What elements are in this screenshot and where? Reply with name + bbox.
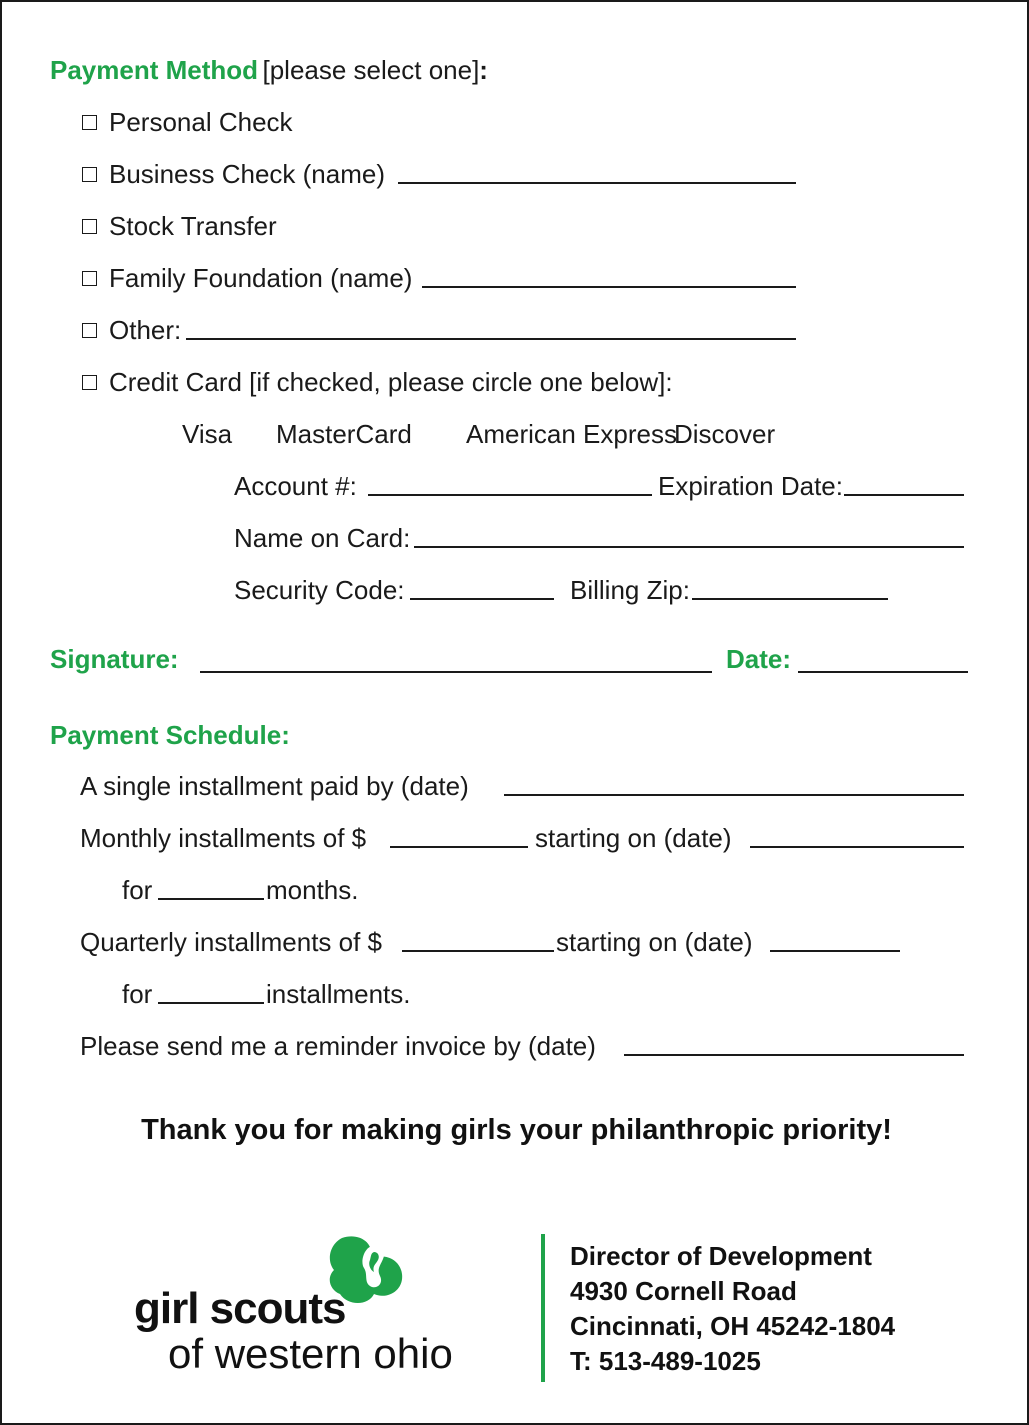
checkbox-icon[interactable]	[82, 167, 97, 182]
account-number-field[interactable]	[368, 494, 652, 496]
payment-method-heading-row	[50, 54, 488, 86]
checkbox-icon[interactable]	[82, 375, 97, 390]
quarterly-amount-field[interactable]	[402, 950, 554, 952]
quarterly-label: Quarterly installments of $	[80, 927, 383, 957]
thank-you-message: Thank you for making girls your philanthropic priority!	[141, 1114, 892, 1146]
contact-divider	[541, 1234, 545, 1382]
expiration-label: Expiration Date:	[658, 471, 843, 501]
checkbox-icon[interactable]	[82, 323, 97, 338]
contact-phone: T: 513-489-1025	[570, 1346, 761, 1376]
single-installment-date-field[interactable]	[504, 794, 964, 796]
expiration-date-field[interactable]	[844, 494, 964, 496]
monthly-amount-field[interactable]	[390, 846, 528, 848]
option-other[interactable]: Other:	[82, 314, 181, 346]
monthly-for-label: for	[122, 875, 153, 905]
card-visa[interactable]: Visa	[182, 419, 233, 449]
signature-label: Signature:	[50, 644, 179, 674]
logo-text-western-ohio: of western ohio	[168, 1330, 453, 1377]
security-code-label: Security Code:	[234, 575, 405, 605]
option-family-foundation[interactable]: Family Foundation (name)	[82, 262, 412, 294]
quarterly-starting-label: starting on (date)	[556, 927, 753, 957]
option-stock-transfer[interactable]: Stock Transfer	[82, 210, 277, 242]
payment-method-heading: Payment Method	[50, 55, 259, 85]
payment-method-instruction: [please select one]	[262, 55, 480, 85]
signature-date-field[interactable]	[798, 671, 968, 673]
name-on-card-label: Name on Card:	[234, 523, 411, 553]
option-personal-check[interactable]: Personal Check	[82, 106, 293, 138]
monthly-starting-label: starting on (date)	[535, 823, 732, 853]
checkbox-icon[interactable]	[82, 271, 97, 286]
monthly-count-field[interactable]	[158, 898, 264, 900]
contact-block	[570, 1239, 895, 1379]
contact-street: 4930 Cornell Road	[570, 1276, 797, 1306]
payment-schedule-heading: Payment Schedule:	[50, 720, 290, 750]
contact-title: Director of Development	[570, 1241, 872, 1271]
quarterly-start-date-field[interactable]	[770, 950, 900, 952]
quarterly-count-field[interactable]	[158, 1002, 264, 1004]
billing-zip-field[interactable]	[692, 598, 888, 600]
monthly-start-date-field[interactable]	[750, 846, 964, 848]
option-credit-card[interactable]: Credit Card [if checked, please circle one below]:	[82, 366, 673, 398]
card-amex[interactable]: American Express	[466, 419, 677, 449]
monthly-label: Monthly installments of $	[80, 823, 367, 853]
signature-field[interactable]	[200, 671, 712, 673]
checkbox-icon[interactable]	[82, 219, 97, 234]
checkbox-icon[interactable]	[82, 115, 97, 130]
card-mastercard[interactable]: MasterCard	[276, 419, 412, 449]
signature-date-label: Date:	[726, 644, 792, 674]
payment-method-colon: :	[479, 55, 488, 85]
other-field[interactable]	[186, 338, 796, 340]
security-code-field[interactable]	[410, 598, 554, 600]
reminder-date-field[interactable]	[624, 1054, 964, 1056]
logo-text-girl-scouts: girl scouts	[134, 1284, 346, 1333]
business-check-name-field[interactable]	[398, 182, 796, 184]
quarterly-for-label: for	[122, 979, 153, 1009]
option-business-check[interactable]: Business Check (name)	[82, 158, 385, 190]
card-discover[interactable]: Discover	[674, 419, 776, 449]
reminder-label: Please send me a reminder invoice by (date)	[80, 1031, 596, 1061]
single-installment-label: A single installment paid by (date)	[80, 771, 469, 801]
account-label: Account #:	[234, 471, 357, 501]
monthly-months-label: months.	[266, 875, 359, 905]
quarterly-installments-label: installments.	[266, 979, 411, 1009]
billing-zip-label: Billing Zip:	[570, 575, 690, 605]
contact-city: Cincinnati, OH 45242-1804	[570, 1311, 896, 1341]
family-foundation-name-field[interactable]	[422, 286, 796, 288]
name-on-card-field[interactable]	[414, 546, 964, 548]
